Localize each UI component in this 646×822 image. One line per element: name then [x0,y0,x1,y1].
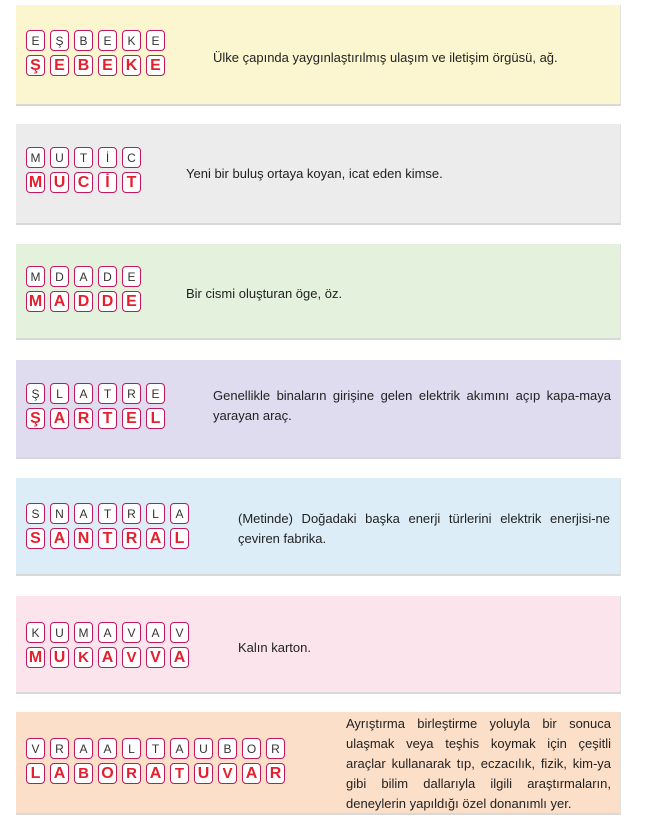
answer-letter-cell: İ [98,172,117,193]
answer-letter-cell: D [74,291,93,312]
scrambled-letter-cell: L [50,383,69,404]
answer-letter-cell: L [26,763,45,784]
answer-letter-cell: E [122,291,141,312]
scrambled-letter-cell: C [122,147,141,168]
scrambled-letter-cell: V [26,738,45,759]
scrambled-letter-cell: A [146,622,165,643]
scrambled-letter-cell: A [98,738,117,759]
scrambled-letter-cell: T [98,383,117,404]
answer-row [26,172,141,193]
answer-letter-cell: R [266,763,285,784]
answer-row [26,647,189,668]
scrambled-letter-cell: D [98,266,117,287]
word-panel-2 [16,124,621,225]
definition-text: Bir cismi oluşturan öge, öz. [186,286,343,301]
word-panel-4 [16,360,621,459]
scrambled-row [26,622,189,643]
scrambled-letter-cell: M [26,266,45,287]
answer-letter-cell: Ş [26,55,45,76]
scrambled-letter-cell: R [122,383,141,404]
answer-letter-cell: M [26,172,45,193]
answer-letter-cell: A [50,763,69,784]
scrambled-letter-cell: A [170,738,189,759]
scrambled-letter-cell: A [98,622,117,643]
answer-letter-cell: T [122,172,141,193]
definition-text: Ülke çapında yaygınlaştırılmış ulaşım ve iletişim örgüsü, ağ. [213,50,558,65]
answer-row [26,291,141,312]
answer-letter-cell: E [122,408,141,429]
answer-letter-cell: E [146,55,165,76]
scrambled-letter-cell: A [74,383,93,404]
scrambled-letter-cell: O [242,738,261,759]
definition-text: (Metinde) Doğadaki başka enerji türlerini elektrik enerjisi-ne çeviren fabrika. [238,511,610,546]
definition-text: Genellikle binaların girişine gelen elektrik akımını açıp kapa-maya yarayan araç. [213,388,611,423]
letter-grid [26,147,141,193]
scrambled-letter-cell: L [146,503,165,524]
scrambled-letter-cell: S [26,503,45,524]
answer-letter-cell: C [74,172,93,193]
scrambled-letter-cell: E [146,30,165,51]
answer-letter-cell: E [50,55,69,76]
scrambled-letter-cell: E [26,30,45,51]
answer-letter-cell: A [170,647,189,668]
scrambled-letter-cell: V [122,622,141,643]
letter-grid [26,266,141,312]
scrambled-letter-cell: B [74,30,93,51]
scrambled-row [26,383,165,404]
scrambled-letter-cell: T [74,147,93,168]
answer-letter-cell: A [50,408,69,429]
answer-row [26,763,285,784]
scrambled-letter-cell: R [50,738,69,759]
answer-letter-cell: A [98,647,117,668]
scrambled-row [26,503,189,524]
scrambled-row [26,30,165,51]
definition-text: Ayrıştırma birleştirme yoluyla bir sonuca ulaşmak veya teşhis koymak için çeşitli araçlar kullanarak tıp, eczacılık, fizik, kim-ya gibi bilim dallarıyla ilgili araştırmaların, deneylerin yapıldığı özel donanımlı yer. [346,716,611,811]
definition-text: Kalın karton. [238,640,311,655]
scrambled-letter-cell: E [122,266,141,287]
answer-letter-cell: K [122,55,141,76]
word-panel-5 [16,478,621,576]
answer-letter-cell: A [50,291,69,312]
letter-grid [26,622,189,668]
scrambled-letter-cell: U [194,738,213,759]
scrambled-row [26,147,141,168]
scrambled-letter-cell: M [74,622,93,643]
letter-grid [26,503,189,549]
answer-row [26,528,189,549]
answer-letter-cell: V [122,647,141,668]
scrambled-letter-cell: Ş [26,383,45,404]
scrambled-letter-cell: B [218,738,237,759]
scrambled-letter-cell: U [50,147,69,168]
word-panel-6 [16,596,621,694]
answer-letter-cell: U [50,172,69,193]
answer-letter-cell: L [146,408,165,429]
answer-letter-cell: O [98,763,117,784]
answer-letter-cell: A [146,763,165,784]
answer-letter-cell: T [98,408,117,429]
answer-letter-cell: R [122,528,141,549]
scrambled-letter-cell: R [266,738,285,759]
answer-letter-cell: A [146,528,165,549]
word-panel-3 [16,244,621,340]
answer-row [26,408,165,429]
scrambled-letter-cell: T [146,738,165,759]
answer-letter-cell: B [74,763,93,784]
answer-letter-cell: Ş [26,408,45,429]
answer-letter-cell: L [170,528,189,549]
answer-letter-cell: V [146,647,165,668]
scrambled-row [26,266,141,287]
definition-text: Yeni bir buluş ortaya koyan, icat eden kimse. [186,166,443,181]
scrambled-letter-cell: İ [98,147,117,168]
answer-letter-cell: N [74,528,93,549]
scrambled-letter-cell: R [122,503,141,524]
scrambled-letter-cell: U [50,622,69,643]
scrambled-letter-cell: E [146,383,165,404]
scrambled-letter-cell: A [74,503,93,524]
scrambled-letter-cell: A [74,738,93,759]
answer-letter-cell: M [26,647,45,668]
scrambled-letter-cell: Ş [50,30,69,51]
scrambled-letter-cell: T [98,503,117,524]
scrambled-letter-cell: L [122,738,141,759]
answer-letter-cell: A [50,528,69,549]
answer-letter-cell: E [98,55,117,76]
answer-letter-cell: V [218,763,237,784]
scrambled-letter-cell: N [50,503,69,524]
answer-letter-cell: S [26,528,45,549]
answer-letter-cell: T [170,763,189,784]
answer-letter-cell: R [74,408,93,429]
answer-row [26,55,165,76]
scrambled-letter-cell: K [122,30,141,51]
answer-letter-cell: U [50,647,69,668]
answer-letter-cell: T [98,528,117,549]
letter-grid [26,738,285,784]
scrambled-letter-cell: E [98,30,117,51]
answer-letter-cell: D [98,291,117,312]
scrambled-row [26,738,285,759]
letter-grid [26,30,165,76]
answer-letter-cell: A [242,763,261,784]
letter-grid [26,383,165,429]
word-panel-7 [16,712,621,815]
answer-letter-cell: B [74,55,93,76]
scrambled-letter-cell: M [26,147,45,168]
scrambled-letter-cell: V [170,622,189,643]
scrambled-letter-cell: A [74,266,93,287]
word-panel-1 [16,5,621,106]
answer-letter-cell: U [194,763,213,784]
scrambled-letter-cell: D [50,266,69,287]
scrambled-letter-cell: A [170,503,189,524]
answer-letter-cell: K [74,647,93,668]
answer-letter-cell: R [122,763,141,784]
answer-letter-cell: M [26,291,45,312]
scrambled-letter-cell: K [26,622,45,643]
